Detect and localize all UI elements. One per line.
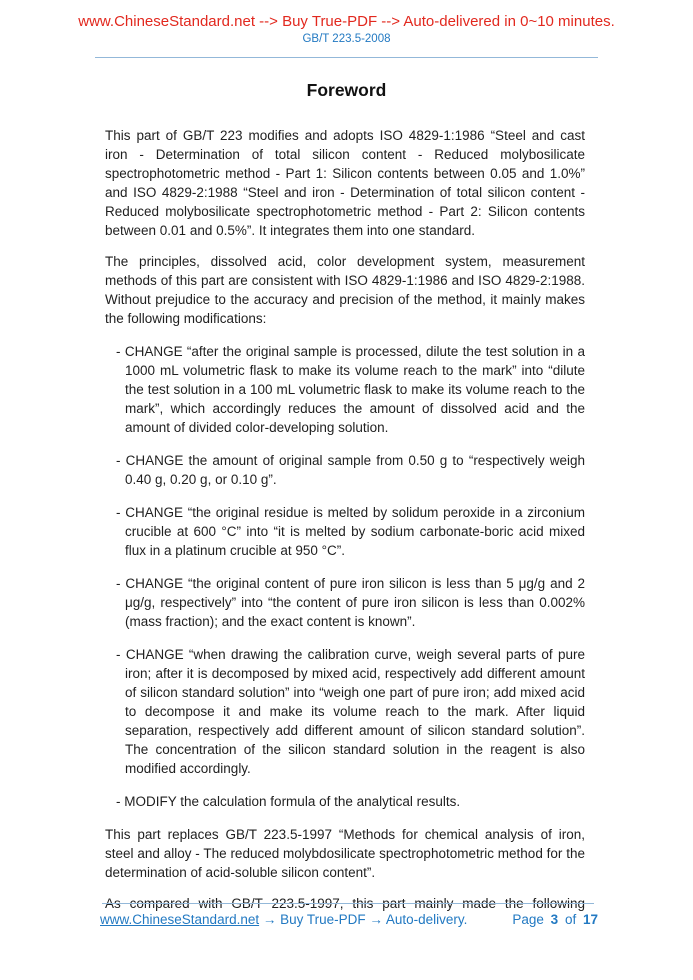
footer-tagline-rest: → Buy True-PDF → Auto-delivery. [259,912,468,927]
page-total: 17 [582,912,598,927]
modification-item: - MODIFY the calculation formula of the analytical results. [116,794,461,809]
paragraph-principles: The principles, dissolved acid, color development system, measurement methods of this part are consistent with ISO 4829-1:1986 and ISO 4829-2:1988. Without prejudice to the accuracy and precision of the method, it mainly makes the following modifications: [105,254,585,326]
page-indicator [509,911,598,928]
footer [0,903,693,928]
header-promo-link[interactable]: www.ChineseStandard.net --> Buy True-PDF --> Auto-delivered in 0~10 minutes. [78,13,615,30]
paragraph-adoption: This part of GB/T 223 modifies and adopts ISO 4829-1:1986 “Steel and cast iron - Determination of total silicon content - Reduced molybosilicate spectrophotometric method - Part 1: Silicon contents between 0.05 and 1.0%” and ISO 4829-2:1988 “Steel and iron - Determination of total silicon content - Reduced molybosilicate spectrophotometric method - Part 2: Silicon contents between 0.01 and 0.5%”. It integrates them into one standard. [105,128,585,238]
top-divider [95,57,598,58]
standard-code: GB/T 223.5-2008 [302,33,391,45]
modification-item: - CHANGE “when drawing the calibration curve, weigh several parts of pure iron; after it is decomposed by mixed acid, respectively add different amount of silicon standard solution” into “weigh one part of pure iron; add mixed acid to decompose it and make its volume reach to the mark. After liquid separation, respectively add different amount of silicon standard solution”. The concentration of the silicon standard solution in the reagent is also modified accordingly. [116,647,585,776]
paragraph-replaces: This part replaces GB/T 223.5-1997 “Methods for chemical analysis of iron, steel and alloy - The reduced molybdosilicate spectrophotometric method for the determination of acid-soluble silicon content”. [105,827,585,880]
modification-item: - CHANGE “after the original sample is processed, dilute the test solution in a 1000 mL volumetric flask to make its volume reach to the mark” into “dilute the test solution in a 100 mL volumetric flask to make its volume reach to the mark”, which accordingly reduces the amount of dissolved acid and the amount of divided color-developing solution. [116,344,585,435]
modification-item: - CHANGE “the original residue is melted by solidum peroxide in a zirconium crucible at 600 °C” into “it is melted by sodium carbonate-boric acid mixed flux in a platinum crucible at 950 °C”. [116,505,585,558]
of-label: of [564,912,577,927]
paragraph-comparison: As compared with GB/T 223.5-1997, this part mainly made the following [105,896,585,911]
modification-item: - CHANGE the amount of original sample from 0.50 g to “respectively weigh 0.40 g, 0.20 g, or 0.10 g”. [116,453,585,487]
footer-divider [102,903,594,904]
footer-link[interactable]: www.ChineseStandard.net [100,912,260,927]
modification-list [105,342,585,811]
foreword-content [105,126,585,913]
modification-item: - CHANGE “the original content of pure iron silicon is less than 5 μg/g and 2 μg/g, respectively” into “the content of pure iron silicon is less than 0.002% (mass fraction); and the exact content is known”. [116,576,585,629]
page-label: Page [512,912,544,927]
page-current: 3 [550,912,559,927]
page-title: Foreword [306,80,387,100]
footer-tagline [100,911,467,928]
